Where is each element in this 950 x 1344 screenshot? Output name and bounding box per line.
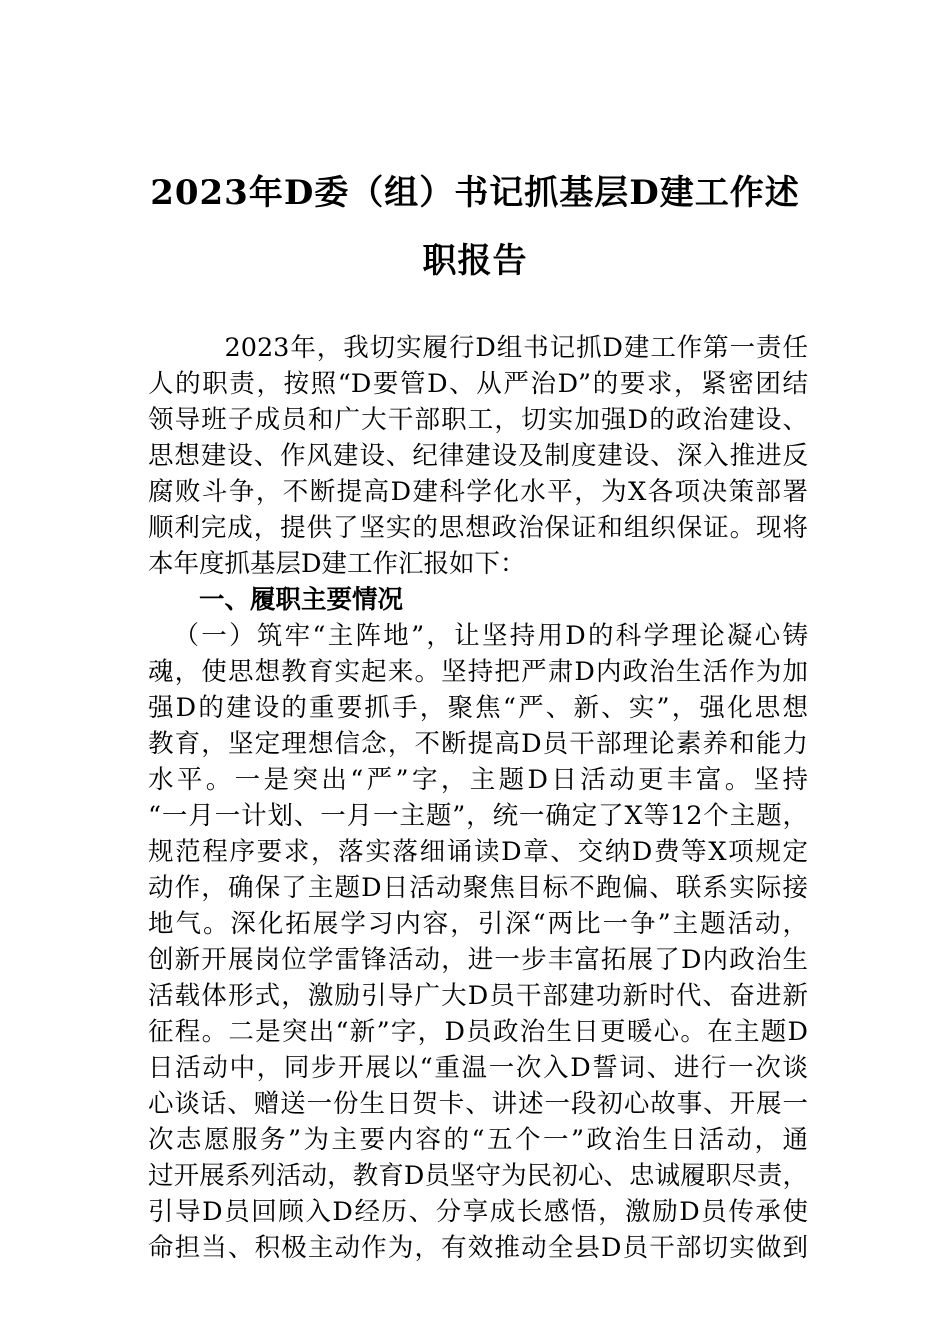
section-heading: 一、履职主要情况: [199, 585, 404, 615]
body-text-line: 教育，坚定理想信念，不断提高D员干部理论素养和能力: [148, 729, 808, 759]
body-text-line: 心谈话、赠送一份生日贺卡、讲述一段初心故事、开展一: [148, 1089, 808, 1119]
body-text-line: 思想建设、作风建设、纪律建设及制度建设、深入推进反: [148, 441, 808, 471]
body-text-line: 动作，确保了主题D日活动聚焦目标不跑偏、联系实际接: [148, 873, 808, 903]
document-title-line-1: 2023年D委（组）书记抓基层D建工作述: [150, 173, 800, 213]
body-text-line: 过开展系列活动，教育D员坚守为民初心、忠诚履职尽责，: [148, 1161, 808, 1191]
body-text-line: “一月一计划、一月一主题”，统一确定了X等12个主题，: [148, 801, 808, 831]
body-text-line: 水平。一是突出“严”字，主题D日活动更丰富。坚持: [148, 765, 808, 795]
body-text-line: 腐败斗争，不断提高D建科学化水平，为X各项决策部署: [148, 477, 808, 507]
body-text-line: （一）筑牢“主阵地”，让坚持用D的科学理论凝心铸: [173, 621, 808, 651]
body-text-line: 强D的建设的重要抓手，聚焦“严、新、实”，强化思想: [148, 693, 808, 723]
body-text-line: 领导班子成员和广大干部职工，切实加强D的政治建设、: [148, 405, 808, 435]
body-text-line: 命担当、积极主动作为，有效推动全县D员干部切实做到: [148, 1233, 808, 1263]
body-text-line: 活载体形式，激励引导广大D员干部建功新时代、奋进新: [148, 981, 808, 1011]
body-text-line: 引导D员回顾入D经历、分享成长感悟，激励D员传承使: [148, 1197, 808, 1227]
body-text-line: 人的职责，按照“D要管D、从严治D”的要求，紧密团结: [148, 369, 808, 399]
body-text-line: 创新开展岗位学雷锋活动，进一步丰富拓展了D内政治生: [148, 945, 808, 975]
body-text-line: 征程。二是突出“新”字，D员政治生日更暖心。在主题D: [148, 1017, 808, 1047]
body-text-line: 次志愿服务”为主要内容的“五个一”政治生日活动，通: [148, 1125, 808, 1155]
document-body: [148, 330, 808, 1266]
document-title-line-2: 职报告: [422, 241, 528, 281]
body-text-line: 顺利完成，提供了坚实的思想政治保证和组织保证。现将: [148, 513, 808, 543]
body-text-line: 魂，使思想教育实起来。坚持把严肃D内政治生活作为加: [148, 657, 808, 687]
body-text-line: 规范程序要求，落实落细诵读D章、交纳D费等X项规定: [148, 837, 808, 867]
body-text-line: 日活动中，同步开展以“重温一次入D誓词、进行一次谈: [148, 1053, 808, 1083]
body-text-line: 本年度抓基层D建工作汇报如下：: [148, 549, 526, 579]
body-text-line: 地气。深化拓展学习内容，引深“两比一争”主题活动，: [148, 909, 808, 939]
body-text-line: 2023年，我切实履行D组书记抓D建工作第一责任: [224, 333, 808, 363]
